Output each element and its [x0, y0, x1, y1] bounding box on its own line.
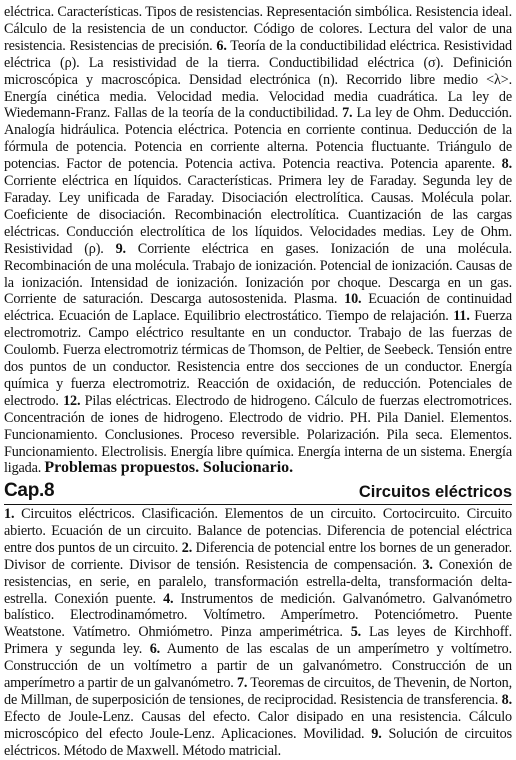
segment: Corriente eléctrica en gases. Ionización de una molécula. Recombinación de una molécula. Trabajo de ionización. Potencial de ionización. Causas de la ionización. Intensidad de ionización. Ionización por choque. Descarga en un gas. Corriente de saturación. Descarga autosostenida. Plasma. — [4, 240, 512, 308]
section-number: 7. — [342, 105, 353, 122]
segment: Aumento de las escalas de un amperímetro y voltímetro. Construcción de un voltímetro a partir de un galvanómetro. Construcción de un amperímetro a partir de un galvanómetro. — [4, 641, 512, 692]
section-number: 9. — [115, 240, 126, 257]
page — [4, 4, 512, 477]
segment: Conexión de resistencias, en serie, en paralelo, transformación estrella-delta, transformación delta-estrella. Conexión puente. — [4, 556, 512, 607]
segment: Circuitos eléctricos. Clasificación. Elementos de un circuito. Cortocircuito. Circuito abierto. Ecuación de un circuito. Balance de potencias. Diferencia de potencial eléctrica entre dos puntos de un circuito. — [4, 506, 512, 556]
section-number: 10. — [344, 291, 362, 308]
segment: Teoría de la conductibilidad eléctrica. Resistividad eléctrica (ρ). La resistividad de la tierra. Conductibilidad eléctrica (σ). Definición microscópica y macroscópica. Densidad electrónica (n). Recorrido libre medio <λ>. Energía cinética media. Velocidad media. Velocidad media cuadrática. La ley de Wiedemann-Franz. Fallas de la teoría de la conductibilidad. — [4, 37, 512, 122]
previous-chapter-contents — [4, 4, 512, 477]
section-number: 2. — [181, 539, 193, 556]
chapter-header — [4, 478, 512, 505]
segment: eléctrica. Características. Tipos de resistencias. Representación simbólica. Resistencia ideal. Cálculo de la resistencia de un conductor. Código de colores. Lectura del valor de una resistencia. Resistencias de precisión. — [4, 4, 512, 54]
segment: Diferencia de potencial entre los bornes de un generador. Divisor de corriente. Divisor de tensión. Resistencia de compensación. — [4, 539, 512, 573]
section-number: 8. — [501, 156, 512, 173]
section-number: 11. — [453, 308, 470, 325]
chapter-number: Cap.8 — [4, 480, 55, 501]
chapter-title: Circuitos eléctricos — [358, 483, 512, 501]
segment: Ecuación de continuidad eléctrica. Ecuación de Laplace. Equilibrio electrostático. Tiempo de relajación. — [4, 291, 512, 325]
section-number: 1. — [4, 506, 15, 522]
segment: Pilas eléctricas. Electrodo de hidrogeno. Cálculo de fuerzas electromotrices. Concentración de iones de hidrogeno. Electrodo de vidrio. PH. Pila Daniel. Elementos. Funcionamiento. Conclusiones. Proceso reversible. Polarización. Pila seca. Elementos. Funcionamiento. Electrolisis. Energía libre química. Energía interna de un sistema. Energía ligada. — [4, 392, 512, 477]
section-number: 12. — [63, 392, 81, 409]
section-number: 6. — [149, 641, 161, 658]
section-number: 8. — [501, 691, 512, 708]
segment: Las leyes de Kirchhoff. Primera y segunda ley. — [4, 624, 513, 658]
section-number: 7. — [236, 675, 248, 692]
segment: La ley de Ohm. Deducción. Analogía hidráulica. Potencia eléctrica. Potencia en corriente continua. Deducción de la fórmula de potencia. Potencia en corriente alterna. Potencia fluctuante. Triángulo de potencias. Factor de potencia. Potencia activa. Potencia reactiva. Potencia aparente. — [4, 105, 512, 173]
problems-solutions-heading: Problemas propuestos. Solucionario. — [44, 459, 294, 477]
chapter-topics — [4, 506, 512, 760]
segment: Teoremas de circuitos, de Thevenin, de Norton, de Millman, de superposición de tensiones, de reciprocidad. Resistencia de transferencia. — [4, 675, 512, 708]
section-number: 4. — [163, 590, 174, 607]
section-number: 5. — [350, 624, 362, 641]
section-number: 6. — [216, 37, 227, 54]
segment: Solución de circuitos eléctricos. Método de Maxwell. Método matricial. — [4, 725, 512, 759]
section-number: 9. — [371, 725, 382, 742]
segment: Efecto de Joule-Lenz. Causas del efecto. Calor disipado en una resistencia. Cálculo microscópico del efecto Joule-Lenz. Aplicaciones. Movilidad. — [4, 708, 512, 742]
segment: Instrumentos de medición. Galvanómetro. Galvanómetro balístico. Electrodinamómetro. Voltímetro. Amperímetro. Potenciómetro. Puente Weatstone. Vatímetro. Ohmiómetro. Pinza amperimétrica. — [4, 590, 512, 641]
segment: Fuerza electromotriz. Campo eléctrico resultante en un conductor. Trabajo de las fuerzas de Coulomb. Fuerza electromotriz térmicas de Thomson, de Peltier, de Seebeck. Tensión entre dos puntos de un conductor. Resistencia entre dos secciones de un conductor. Energía química y fuerza electromotriz. Reacción de oxidación, de reducción. Potenciales de electrodo. — [4, 308, 512, 409]
segment: Corriente eléctrica en líquidos. Características. Primera ley de Faraday. Segunda ley de Faraday. Ley unificada de Faraday. Disociación electrolítica. Causas. Molécula polar. Coeficiente de disociación. Recombinación electrolítica. Cuantización de las cargas eléctricas. Conducción electrolítica de los líquidos. Velocidades medias. Ley de Ohm. Resistividad (ρ). — [4, 173, 512, 257]
chapter-contents — [4, 506, 512, 760]
section-number: 3. — [422, 556, 433, 573]
